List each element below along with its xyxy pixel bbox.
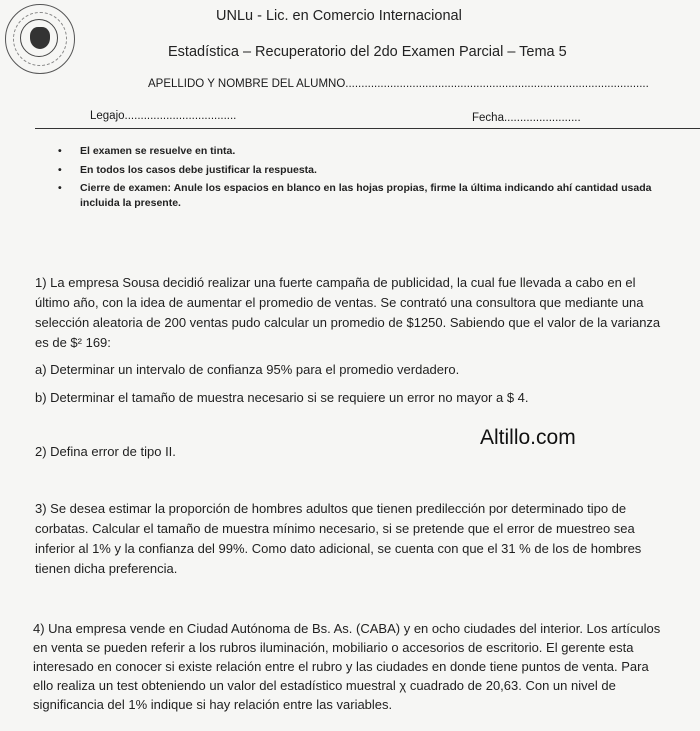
question-1-line: selección aleatoria de 200 ventas pudo calcular un promedio de $1250. Sabiendo que el valor de la varianza: [35, 315, 661, 330]
question-1-line: último año, con la idea de aumentar el promedio de ventas. Se contrató una consultora que mediante una: [35, 295, 644, 310]
question-1-line: es de $² 169:: [35, 335, 111, 350]
question-3-line: 3) Se desea estimar la proporción de hombres adultos que tienen predilección por determinado tipo de: [35, 501, 627, 516]
question-2: 2) Defina error de tipo II.: [35, 444, 176, 459]
question-1: [35, 273, 660, 353]
question-4: [33, 619, 660, 714]
legajo-row: [90, 110, 236, 122]
question-4-line: en venta se pueden referir a los rubros iluminación, mobiliario o accesorios de escritorio. El gerente esta: [33, 640, 634, 655]
question-4-line: 4) Una empresa vende en Ciudad Autónoma de Bs. As. (CABA) y en ocho ciudades del interior. Los artículos: [33, 621, 661, 636]
seal-emblem: [30, 27, 50, 49]
student-name-row: [148, 78, 649, 90]
watermark-text: Altillo.com: [480, 426, 576, 449]
instruction-item: • En todos los casos debe justificar la respuesta.: [58, 164, 317, 176]
header-divider: [35, 128, 700, 129]
question-3-line: corbatas. Calcular el tamaño de muestra mínimo necesario, si se pretende que el error de muestreo sea: [35, 521, 635, 536]
question-1b: b) Determinar el tamaño de muestra necesario si se requiere un error no mayor a $ 4.: [35, 390, 529, 405]
legajo-label: Legajo: [90, 110, 125, 122]
fecha-label: Fecha: [472, 112, 504, 124]
bullet-icon: •: [58, 145, 62, 157]
university-seal-icon: [5, 4, 75, 74]
question-1-line: 1) La empresa Sousa decidió realizar una fuerte campaña de publicidad, la cual fue llevada a cabo en el: [35, 275, 636, 290]
question-4-line: interesado en conocer si existe relación entre el rubro y las ciudades en donde tiene puntos de venta. Para: [33, 659, 649, 674]
question-3: [35, 499, 641, 579]
instruction-item: • Cierre de examen: Anule los espacios en blanco en las hojas propias, firme la última indicando ahí cantidad usada incluida la presente.: [58, 182, 652, 209]
header-exam-title: Estadística – Recuperatorio del 2do Examen Parcial – Tema 5: [168, 44, 567, 60]
question-4-line: ello realiza un test obteniendo un valor del estadístico muestral χ cuadrado de 20,63. Con un nivel de: [33, 678, 616, 693]
question-1a: a) Determinar un intervalo de confianza 95% para el promedio verdadero.: [35, 362, 460, 377]
question-3-line: inferior al 1% y la confianza del 99%. Como dato adicional, se cuenta con que el 31 % de los de hombres: [35, 541, 642, 556]
legajo-field[interactable]: ...................................: [124, 110, 237, 122]
question-3-line: tienen dicha preferencia.: [35, 561, 178, 576]
instruction-item: • El examen se resuelve en tinta.: [58, 145, 236, 157]
student-name-label: APELLIDO Y NOMBRE DEL ALUMNO: [148, 78, 346, 90]
header-institution: UNLu - Lic. en Comercio Internacional: [216, 8, 462, 24]
fecha-field[interactable]: ........................: [503, 112, 581, 124]
question-4-line: significancia del 1% indique si hay relación entre las variables.: [33, 697, 393, 712]
bullet-icon: •: [58, 182, 62, 194]
fecha-row: [472, 112, 581, 124]
student-name-field[interactable]: ...............................................................................................: [345, 78, 649, 90]
bullet-icon: •: [58, 164, 62, 176]
